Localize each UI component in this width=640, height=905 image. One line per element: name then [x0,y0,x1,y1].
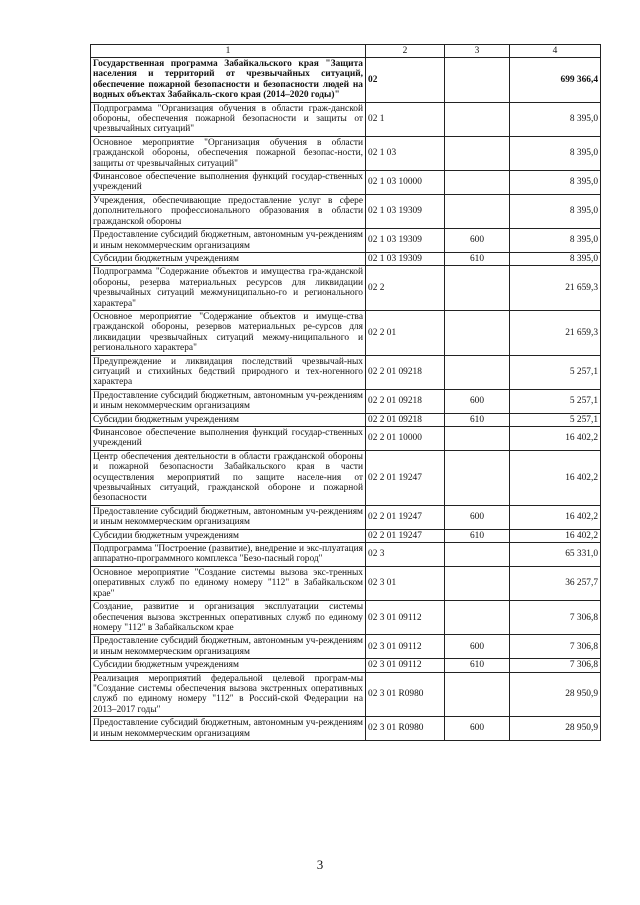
table-header-row [91,45,601,58]
row-code-cell: 02 3 [366,543,445,567]
row-amount-cell: 28 950,9 [510,717,601,741]
row-name-cell: Подпрограмма "Содержание объектов и имущества гра-жданской обороны, резерва материальных ресурсов для ликвидации чрезвычайных ситуаций межмуниципально-го и регионального характера" [91,266,366,311]
row-type-cell [445,171,510,195]
row-code-cell: 02 3 01 [366,566,445,600]
row-amount-cell: 7 306,8 [510,659,601,672]
row-type-cell: 600 [445,635,510,659]
row-name-cell: Предоставление субсидий бюджетным, автономным уч-реждениям и иным некоммерческим организациям [91,229,366,253]
row-code-cell: 02 2 01 09218 [366,355,445,389]
table-row [91,672,601,717]
row-name-cell: Основное мероприятие "Создание системы вызова экс-тренных оперативных служб по единому номеру "112" в Забайкальском крае" [91,566,366,600]
row-code-cell: 02 1 03 19309 [366,252,445,265]
row-code-cell: 02 3 01 09112 [366,635,445,659]
row-code-cell: 02 1 03 10000 [366,171,445,195]
table-row [91,355,601,389]
table-row [91,450,601,505]
table-row [91,194,601,228]
row-name-cell: Учреждения, обеспечивающие предоставление услуг в сфере дополнительного профессионального образования в области гражданской обороны [91,194,366,228]
header-col-2: 2 [366,45,445,58]
row-name-cell: Предоставление субсидий бюджетным, автономным уч-реждениям и иным некоммерческим организациям [91,635,366,659]
row-name-cell: Создание, развитие и организация эксплуатации системы обеспечения вызова экстренных оперативных служб по единому номеру "112" в Забайкальском крае [91,601,366,635]
row-type-cell [445,58,510,103]
row-code-cell: 02 2 01 10000 [366,427,445,451]
table-row [91,252,601,265]
row-code-cell: 02 2 [366,266,445,311]
row-code-cell: 02 2 01 [366,310,445,355]
row-name-cell: Субсидии бюджетным учреждениям [91,529,366,542]
row-amount-cell: 699 366,4 [510,58,601,103]
row-type-cell [445,136,510,170]
table-row [91,389,601,413]
table-row [91,566,601,600]
row-amount-cell: 21 659,3 [510,310,601,355]
header-col-3: 3 [445,45,510,58]
row-amount-cell: 21 659,3 [510,266,601,311]
row-name-cell: Основное мероприятие "Организация обучения в области гражданской обороны, обеспечения пожарной безопас-ности, защиты от чрезвычайных ситуаций" [91,136,366,170]
row-name-cell: Основное мероприятие "Содержание объектов и имуще-ства гражданской обороны, резервов материальных ре-сурсов для ликвидации чрезвычайных ситуаций межму-ниципального и регионального характера" [91,310,366,355]
row-amount-cell: 8 395,0 [510,229,601,253]
table-row [91,229,601,253]
row-name-cell: Субсидии бюджетным учреждениям [91,252,366,265]
row-amount-cell: 16 402,2 [510,505,601,529]
row-code-cell: 02 2 01 09218 [366,413,445,426]
row-amount-cell: 5 257,1 [510,389,601,413]
row-amount-cell: 28 950,9 [510,672,601,717]
row-type-cell [445,543,510,567]
table-row [91,543,601,567]
table-row [91,505,601,529]
row-name-cell: Подпрограмма "Построение (развитие), внедрение и экс-плуатация аппаратно-программного комплекса "Безо-пасный город" [91,543,366,567]
header-col-4: 4 [510,45,601,58]
table-row [91,635,601,659]
table-row [91,136,601,170]
row-code-cell: 02 1 03 19309 [366,229,445,253]
row-amount-cell: 8 395,0 [510,252,601,265]
row-amount-cell: 36 257,7 [510,566,601,600]
row-code-cell: 02 1 03 [366,136,445,170]
table-row [91,717,601,741]
row-name-cell: Государственная программа Забайкальского края "Защита населения и территорий от чрезвычайных ситуаций, обеспечение пожарной безопасности и безопасности людей на водных объектах Забайкаль-ского края (2014–2020 годы)" [91,58,366,103]
row-code-cell: 02 3 01 R0980 [366,717,445,741]
row-code-cell: 02 2 01 19247 [366,450,445,505]
row-name-cell: Реализация мероприятий федеральной целевой програм-мы "Создание системы обеспечения вызова экстренных оперативных служб по единому номеру "112" в Россий-ской Федерации на 2013–2017 годы" [91,672,366,717]
row-type-cell: 610 [445,413,510,426]
row-name-cell: Субсидии бюджетным учреждениям [91,413,366,426]
row-name-cell: Предупреждение и ликвидация последствий чрезвычай-ных ситуаций и стихийных бедствий природного и тех-ногенного характера [91,355,366,389]
row-name-cell: Финансовое обеспечение выполнения функций государ-ственных учреждений [91,427,366,451]
row-type-cell [445,310,510,355]
row-type-cell [445,355,510,389]
row-code-cell: 02 3 01 09112 [366,659,445,672]
row-amount-cell: 16 402,2 [510,450,601,505]
row-name-cell: Подпрограмма "Организация обучения в области граж-данской обороны, обеспечения пожарной безопасности и защиты от чрезвычайных ситуаций" [91,102,366,136]
row-type-cell [445,427,510,451]
row-type-cell [445,450,510,505]
row-name-cell: Центр обеспечения деятельности в области гражданской обороны и пожарной безопасности Забайкальского края в части осуществления мероприятий по защите населе-ния от чрезвычайных ситуаций, гражданской обороне и пожарной безопасности [91,450,366,505]
row-amount-cell: 8 395,0 [510,136,601,170]
row-name-cell: Предоставление субсидий бюджетным, автономным уч-реждениям и иным некоммерческим организациям [91,505,366,529]
page-number: 3 [316,857,324,872]
row-amount-cell: 8 395,0 [510,194,601,228]
row-name-cell: Предоставление субсидий бюджетным, автономным уч-реждениям и иным некоммерческим организациям [91,389,366,413]
row-code-cell: 02 3 01 R0980 [366,672,445,717]
table-row [91,601,601,635]
budget-table [90,44,601,741]
table-row [91,58,601,103]
row-amount-cell: 16 402,2 [510,529,601,542]
row-amount-cell: 7 306,8 [510,635,601,659]
row-type-cell [445,102,510,136]
row-code-cell: 02 1 03 19309 [366,194,445,228]
row-name-cell: Субсидии бюджетным учреждениям [91,659,366,672]
row-amount-cell: 65 331,0 [510,543,601,567]
row-amount-cell: 5 257,1 [510,355,601,389]
row-type-cell [445,672,510,717]
row-type-cell [445,601,510,635]
table-row [91,659,601,672]
table-row [91,171,601,195]
row-code-cell: 02 2 01 19247 [366,505,445,529]
row-type-cell: 610 [445,529,510,542]
row-type-cell: 610 [445,252,510,265]
table-row [91,529,601,542]
row-type-cell [445,194,510,228]
row-code-cell: 02 3 01 09112 [366,601,445,635]
row-type-cell: 610 [445,659,510,672]
row-amount-cell: 8 395,0 [510,171,601,195]
table-row [91,266,601,311]
row-type-cell [445,266,510,311]
row-code-cell: 02 1 [366,102,445,136]
row-code-cell: 02 2 01 19247 [366,529,445,542]
table-row [91,427,601,451]
table-row [91,413,601,426]
row-code-cell: 02 2 01 09218 [366,389,445,413]
table-row [91,102,601,136]
row-amount-cell: 5 257,1 [510,413,601,426]
row-type-cell [445,566,510,600]
table-row [91,310,601,355]
row-type-cell: 600 [445,505,510,529]
row-code-cell: 02 [366,58,445,103]
row-amount-cell: 7 306,8 [510,601,601,635]
row-amount-cell: 8 395,0 [510,102,601,136]
budget-table-sheet [90,44,600,741]
row-type-cell: 600 [445,229,510,253]
row-name-cell: Предоставление субсидий бюджетным, автономным уч-реждениям и иным некоммерческим организациям [91,717,366,741]
row-type-cell: 600 [445,389,510,413]
row-type-cell: 600 [445,717,510,741]
row-name-cell: Финансовое обеспечение выполнения функций государ-ственных учреждений [91,171,366,195]
row-amount-cell: 16 402,2 [510,427,601,451]
header-col-1: 1 [91,45,366,58]
